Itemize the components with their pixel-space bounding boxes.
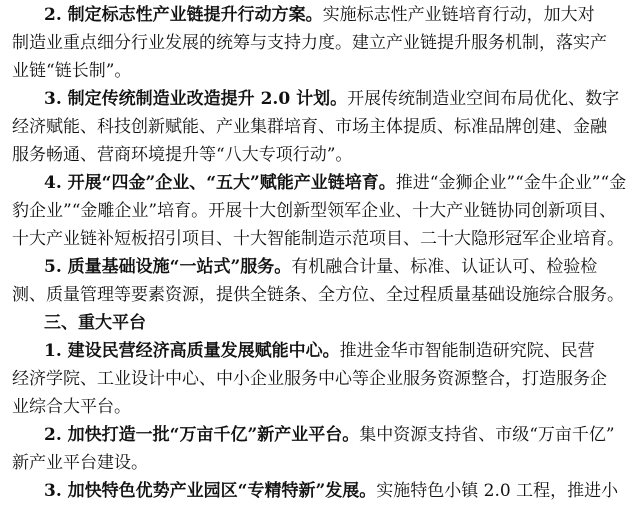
- para-2-line-2: 制造业重点细分行业发展的统筹与支持力度。建立产业链提升服务机制，落实产: [12, 33, 607, 53]
- para-2-line-1: [44, 2, 597, 28]
- para-4-line-2: 豹企业”“金雕企业”培育。开展十大创新型领军企业、十大产业链协同创新项目、: [12, 201, 617, 221]
- platform-2-lead: 2. 加快打造一批“万亩千亿”新产业平台。: [44, 425, 360, 445]
- para-3-line-3: 服务畅通、营商环境提升等“八大专项行动”。: [12, 145, 353, 165]
- platform-1-line-1: [44, 338, 597, 364]
- para-5-line-1: [44, 254, 597, 280]
- para-3-line-1: [44, 86, 620, 112]
- platform-2-text-1: 集中资源支持省、市级“万亩千亿”: [359, 425, 615, 445]
- para-5-line-2: 测、质量管理等要素资源，提供全链条、全方位、全过程质量基础设施综合服务。: [12, 285, 624, 305]
- para-3-lead: 3. 制定传统制造业改造提升 2.0 计划。: [44, 89, 348, 109]
- para-3-text-1: 开展传统制造业空间布局优化、数字: [347, 89, 620, 109]
- para-2-text-1: 实施标志性产业链培育行动，加大对: [322, 5, 595, 25]
- platform-1-text-1: 推进金华市智能制造研究院、民营: [339, 341, 595, 361]
- platform-2-line-2: 新产业平台建设。: [12, 453, 148, 473]
- para-4-lead: 4. 开展“四金”企业、“五大”赋能产业链培育。: [44, 173, 396, 193]
- para-3-line-2: 经济赋能、科技创新赋能、产业集群培育、市场主体提质、标准品牌创建、金融: [12, 117, 607, 137]
- platform-3-lead: 3. 加快特色优势产业园区“专精特新”发展。: [44, 481, 377, 501]
- platform-1-line-2: 经济学院、工业设计中心、中小企业服务中心等企业服务资源整合，打造服务企: [12, 369, 607, 389]
- para-2-lead: 2. 制定标志性产业链提升行动方案。: [44, 5, 323, 25]
- para-4-text-1: 推进“金狮企业”“金牛企业”“金: [395, 173, 626, 193]
- platform-3-line-1: [44, 478, 619, 504]
- platform-3-text-1: 实施特色小镇 2.0 工程，推进小: [376, 481, 619, 501]
- para-2-line-3: 业链“链长制”。: [12, 61, 132, 81]
- para-4-line-3: 十大产业链补短板招引项目、十大智能制造示范项目、二十大隐形冠军企业培育。: [12, 229, 624, 249]
- platform-1-lead: 1. 建设民营经济高质量发展赋能中心。: [44, 341, 340, 361]
- para-5-lead: 5. 质量基础设施“一站式”服务。: [44, 257, 292, 277]
- para-5-text-1: 有机融合计量、标准、认证认可、检验检: [291, 257, 598, 277]
- platform-1-line-3: 业综合大平台。: [12, 397, 131, 417]
- para-4-line-1: [44, 170, 626, 196]
- section-title: 三、重大平台: [44, 313, 146, 333]
- platform-2-line-1: [44, 422, 615, 448]
